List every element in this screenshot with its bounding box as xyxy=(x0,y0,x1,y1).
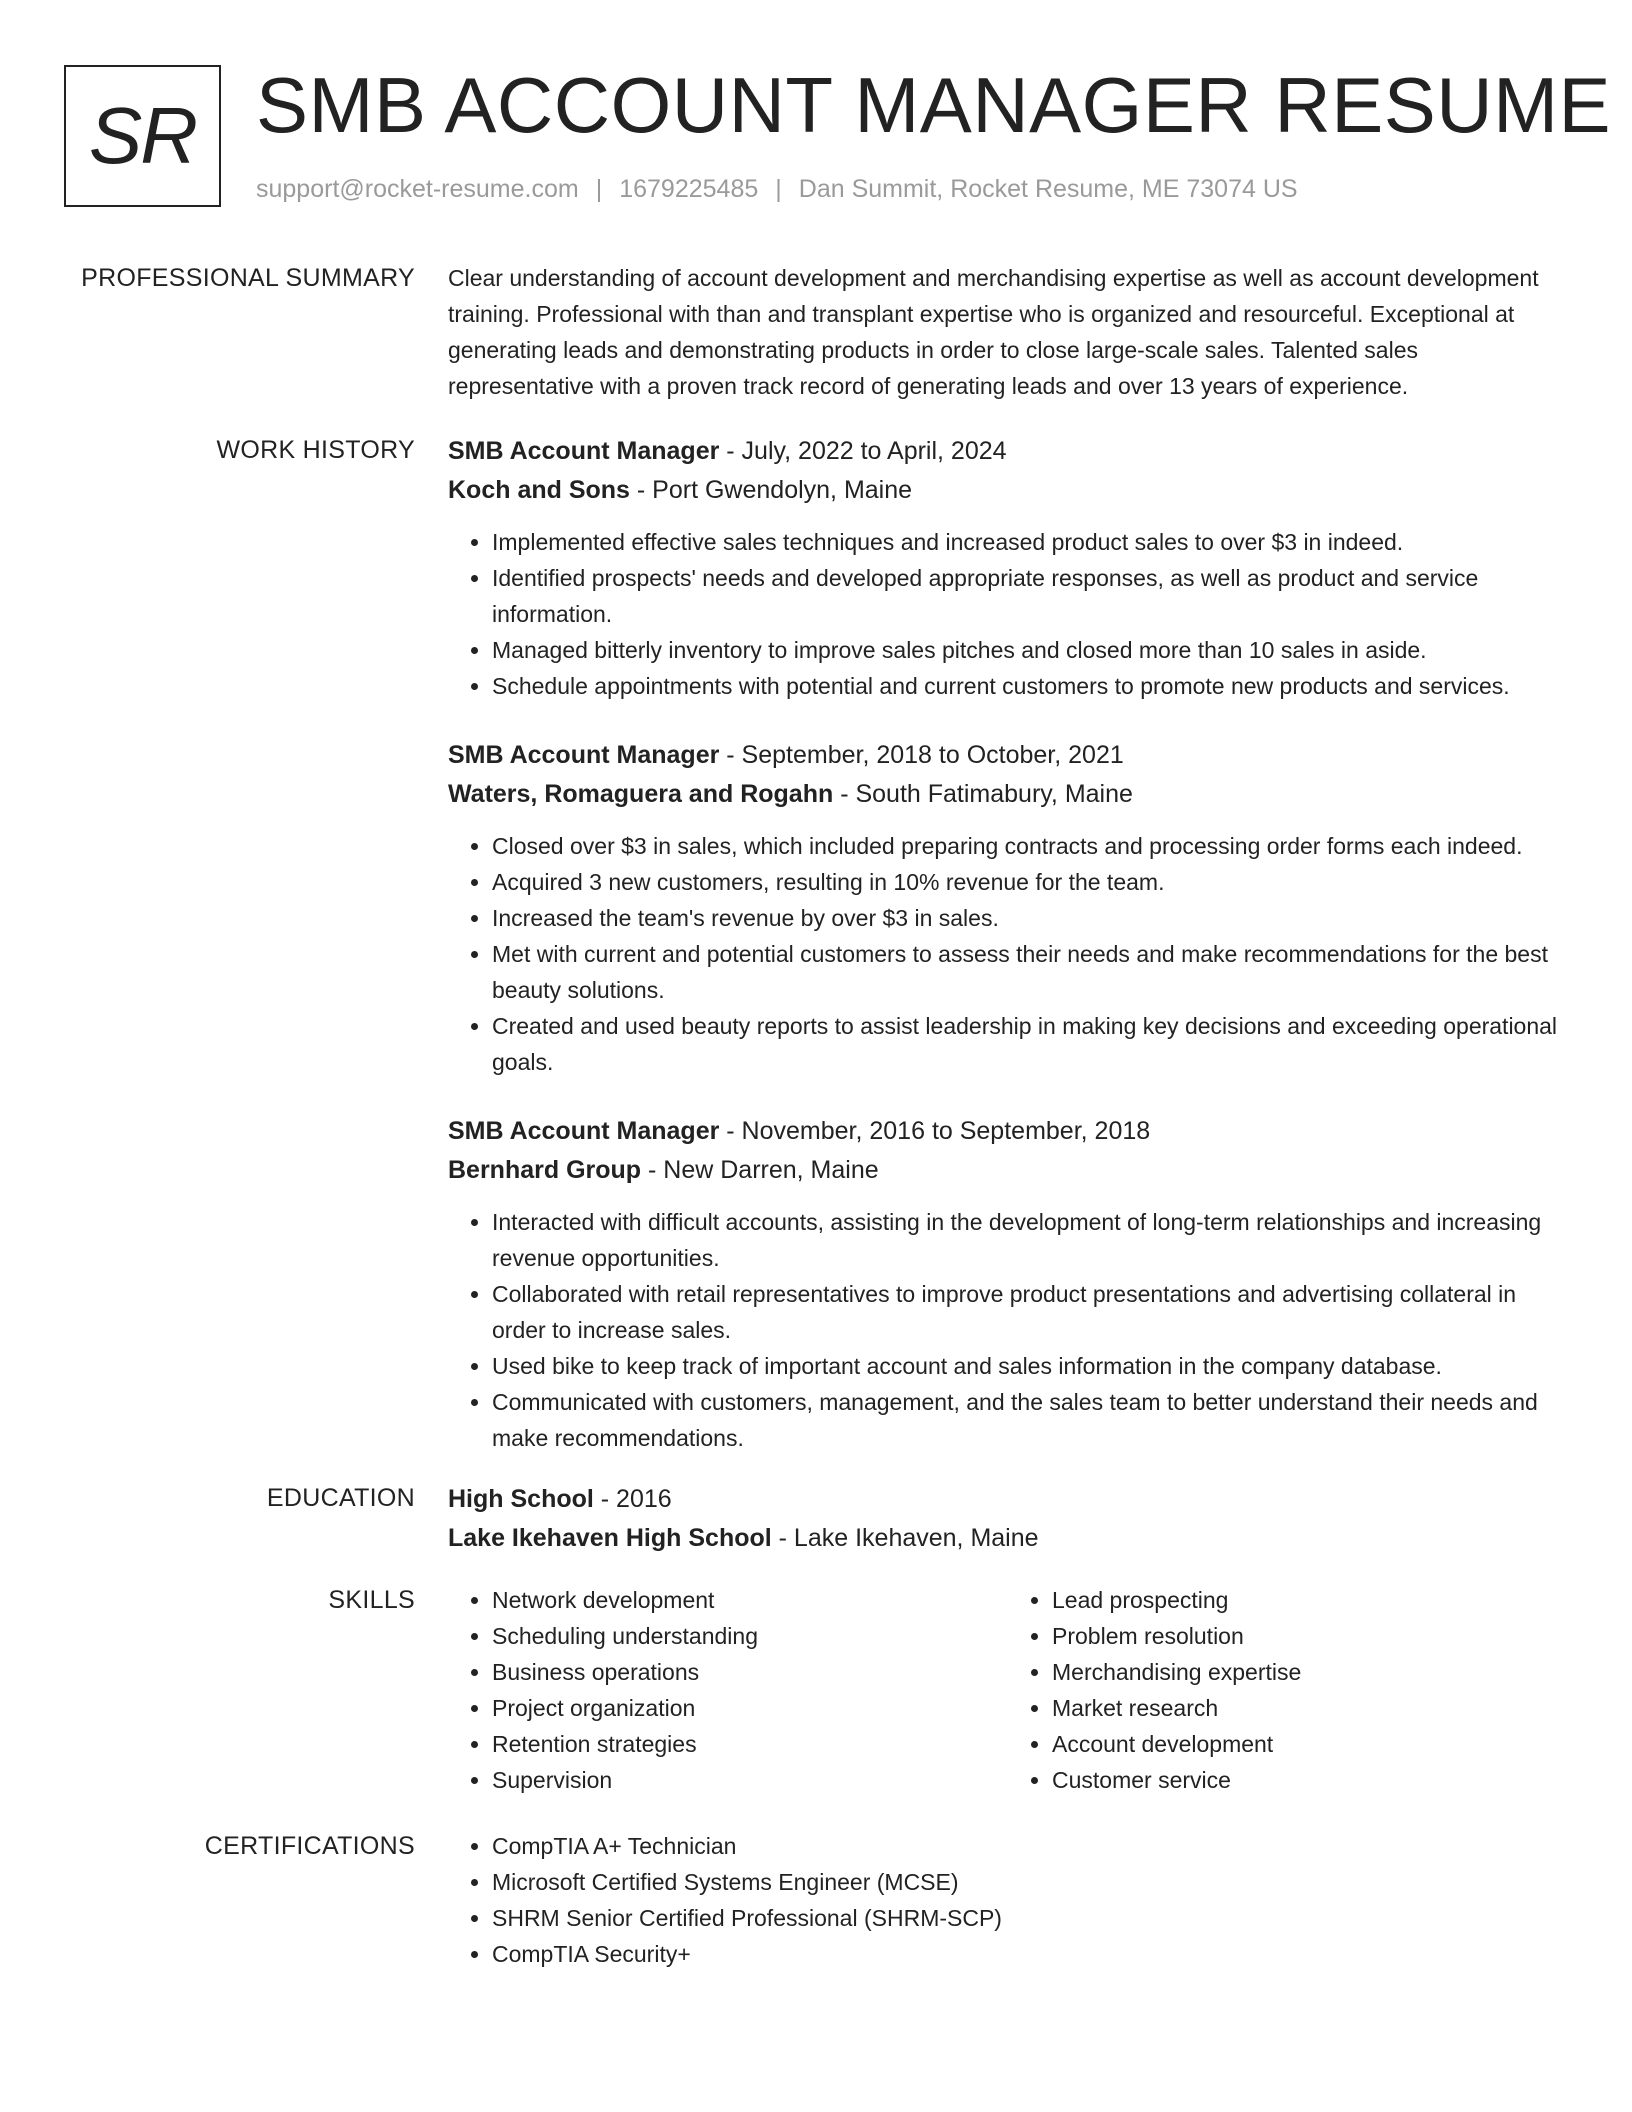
job-title: SMB Account Manager xyxy=(448,437,720,465)
summary-text: Clear understanding of account development and merchandising expertise as well as account development training. Professional with than and transplant expertise who is organized and resourceful. Exceptional at generating leads and demonstrating products in order to close large-scale sales. Talented sales representative with a proven track record of generating leads and over 13 years of experience. xyxy=(448,265,1539,399)
job-company: Waters, Romaguera and Rogahn xyxy=(448,780,834,808)
list-item: • Project organization xyxy=(492,1690,1008,1726)
list-item: • Retention strategies xyxy=(492,1726,1008,1762)
list-item: • CompTIA Security+ xyxy=(492,1936,1568,1972)
education-degree: High School xyxy=(448,1485,594,1513)
job-location: - New Darren, Maine xyxy=(641,1156,879,1184)
job-company: Bernhard Group xyxy=(448,1156,642,1184)
job-title-line xyxy=(448,736,1568,775)
list-item: • Acquired 3 new customers, resulting in 10% revenue for the team. xyxy=(492,864,1568,900)
job-company-line xyxy=(448,1151,1568,1190)
job-location: - Port Gwendolyn, Maine xyxy=(629,476,913,504)
skills-section xyxy=(64,1582,1574,1798)
list-item: • Schedule appointments with potential and current customers to promote new products and services. xyxy=(492,668,1568,704)
list-item: • Collaborated with retail representatives to improve product presentations and advertising collateral in order to increase sales. xyxy=(492,1276,1568,1348)
education-year: - 2016 xyxy=(593,1485,672,1513)
job-dates: - September, 2018 to October, 2021 xyxy=(719,741,1124,769)
list-item: • Problem resolution xyxy=(1052,1618,1568,1654)
education-school-line xyxy=(448,1519,1568,1558)
skills-list-right xyxy=(1008,1582,1568,1798)
job-bullets xyxy=(448,1204,1568,1456)
list-item: • Scheduling understanding xyxy=(492,1618,1008,1654)
contact-address: Dan Summit, Rocket Resume, ME 73074 US xyxy=(798,175,1298,203)
resume-header xyxy=(64,61,1612,211)
summary-section xyxy=(64,260,1574,404)
list-item: • Customer service xyxy=(1052,1762,1568,1798)
job-company-line xyxy=(448,471,1568,510)
list-item: • Managed bitterly inventory to improve sales pitches and closed more than 10 sales in aside. xyxy=(492,632,1568,668)
job-title: SMB Account Manager xyxy=(448,741,720,769)
job-bullets xyxy=(448,524,1568,704)
list-item: • CompTIA A+ Technician xyxy=(492,1828,1568,1864)
page-title: SMB ACCOUNT MANAGER RESUME xyxy=(256,61,1612,149)
contact-email: support@rocket-resume.com xyxy=(256,175,579,203)
section-label-work-history: WORK HISTORY xyxy=(216,436,415,464)
job-title-line xyxy=(448,432,1568,471)
section-label-education: EDUCATION xyxy=(266,1484,415,1512)
list-item: • Closed over $3 in sales, which included preparing contracts and processing order forms each indeed. xyxy=(492,828,1568,864)
job-entry xyxy=(448,736,1568,1080)
contact-line xyxy=(256,175,1298,204)
list-item: • Implemented effective sales techniques and increased product sales to over $3 in indeed. xyxy=(492,524,1568,560)
education-location: - Lake Ikehaven, Maine xyxy=(771,1524,1039,1552)
contact-separator: | xyxy=(775,175,782,203)
certifications-section xyxy=(64,1828,1574,1972)
list-item: • Account development xyxy=(1052,1726,1568,1762)
education-section xyxy=(64,1480,1574,1558)
job-title-line xyxy=(448,1112,1568,1151)
contact-separator: | xyxy=(595,175,603,203)
list-item: • Identified prospects' needs and developed appropriate responses, as well as product and service information. xyxy=(492,560,1568,632)
job-dates: - July, 2022 to April, 2024 xyxy=(719,437,1007,465)
job-entry xyxy=(448,432,1568,704)
list-item: • Used bike to keep track of important account and sales information in the company database. xyxy=(492,1348,1568,1384)
list-item: • Microsoft Certified Systems Engineer (MCSE) xyxy=(492,1864,1568,1900)
list-item: • Increased the team's revenue by over $3 in sales. xyxy=(492,900,1568,936)
education-degree-line xyxy=(448,1480,1568,1519)
job-bullets xyxy=(448,828,1568,1080)
list-item: • Supervision xyxy=(492,1762,1008,1798)
list-item: • Lead prospecting xyxy=(1052,1582,1568,1618)
section-label-summary: PROFESSIONAL SUMMARY xyxy=(81,264,415,292)
list-item: • Created and used beauty reports to assist leadership in making key decisions and exceeding operational goals. xyxy=(492,1008,1568,1080)
skills-list-left xyxy=(448,1582,1008,1798)
job-location: - South Fatimabury, Maine xyxy=(833,780,1133,808)
section-label-certifications: CERTIFICATIONS xyxy=(204,1832,415,1860)
list-item: • Network development xyxy=(492,1582,1008,1618)
list-item: • Interacted with difficult accounts, assisting in the development of long-term relationships and increasing revenue opportunities. xyxy=(492,1204,1568,1276)
list-item: • Market research xyxy=(1052,1690,1568,1726)
list-item: • SHRM Senior Certified Professional (SHRM-SCP) xyxy=(492,1900,1568,1936)
section-label-skills: SKILLS xyxy=(328,1586,415,1614)
job-title: SMB Account Manager xyxy=(448,1117,720,1145)
job-dates: - November, 2016 to September, 2018 xyxy=(719,1117,1151,1145)
work-history-section xyxy=(64,432,1574,1480)
job-company: Koch and Sons xyxy=(448,476,630,504)
list-item: • Met with current and potential customers to assess their needs and make recommendations for the best beauty solutions. xyxy=(492,936,1568,1008)
education-school: Lake Ikehaven High School xyxy=(448,1524,772,1552)
job-company-line xyxy=(448,775,1568,814)
job-entry xyxy=(448,1112,1568,1456)
monogram-logo: SR xyxy=(64,65,221,207)
certifications-list xyxy=(448,1828,1568,1972)
resume-content xyxy=(64,260,1574,1972)
list-item: • Merchandising expertise xyxy=(1052,1654,1568,1690)
list-item: • Communicated with customers, management, and the sales team to better understand their needs and make recommendations. xyxy=(492,1384,1568,1456)
list-item: • Business operations xyxy=(492,1654,1008,1690)
contact-phone: 1679225485 xyxy=(619,175,759,203)
